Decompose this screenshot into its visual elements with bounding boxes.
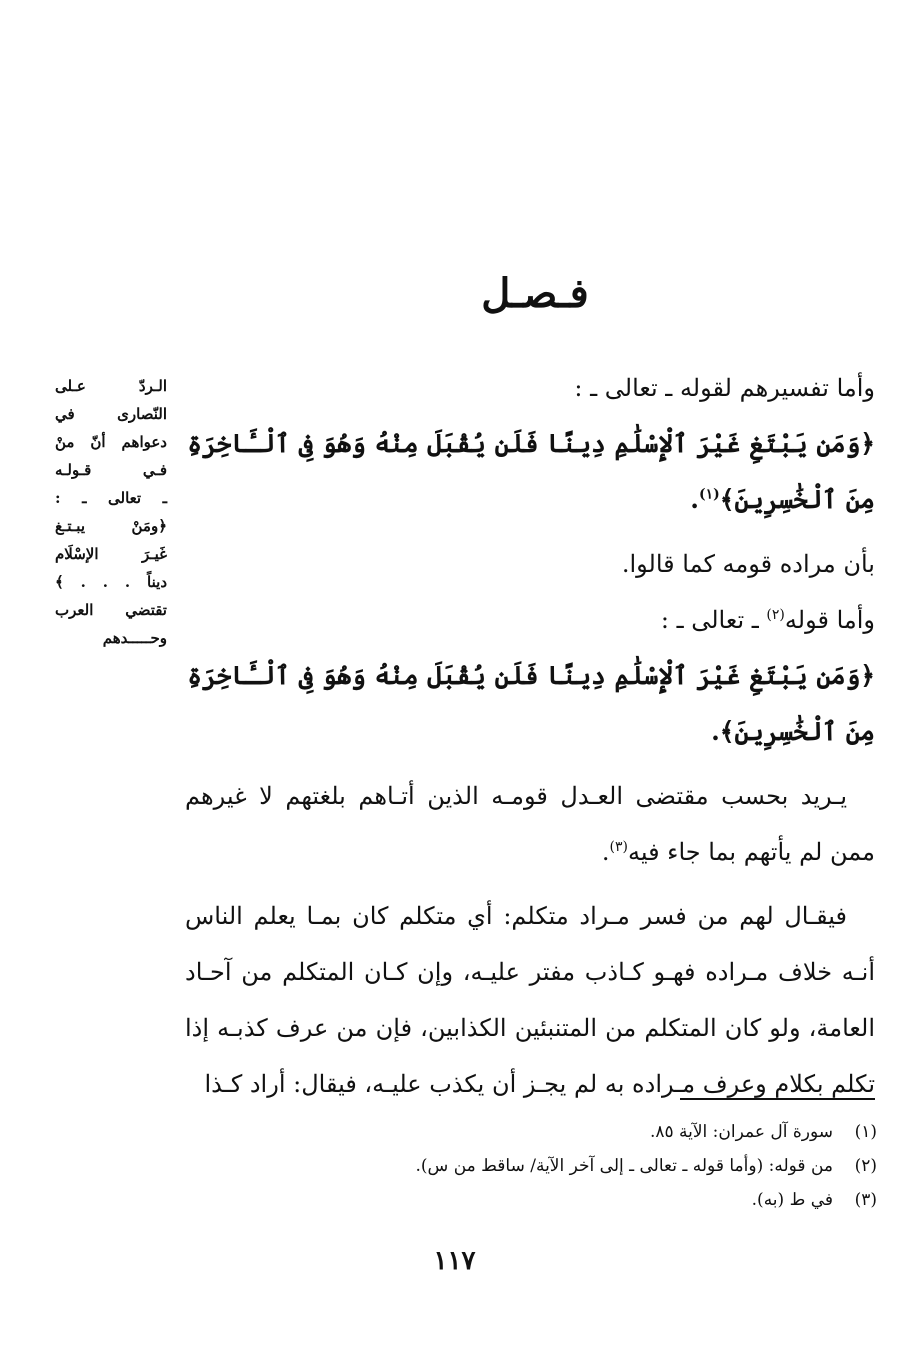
footnote — [185, 1149, 877, 1183]
footnote-ref: (٢) — [766, 607, 785, 623]
margin-note-line: فـي قـولـه — [55, 461, 167, 479]
margin-note-line: ﴿ومَنْ يبـتـغ — [55, 517, 167, 535]
margin-note — [55, 372, 167, 652]
margin-note-line: النّصارى في — [55, 405, 167, 423]
paragraph: فيقـال لهم من فسر مـراد متكلم: أي متكلم كان بمـا يعلم الناس أنـه خلاف مـراده فهـو كـاذب مفتر عليـه، وإن كـان المتكلم من آحـاد العامة، ولو كان المتكلم من المتنبئين الكذابين، فإن من عرف كذبـه إذا تكلم بكلام وعرف مـراده به لم يجـز أن يكذب عليـه، فيقال: أراد كـذا — [185, 902, 875, 1098]
paragraph-text: ـ تعالى ـ : — [660, 606, 767, 634]
paragraph-text: يـريد بحسب مقتضى العـدل قومـه الذين أتـاهم بلغتهم لا غيرهم ممن لم يأتهم بما جاء فيه — [185, 782, 875, 866]
footnote — [185, 1183, 877, 1217]
paragraph — [185, 592, 875, 648]
page-number: ١١٧ — [433, 1246, 476, 1276]
footnote-number: (٢) — [854, 1156, 877, 1176]
verse-text: ﴿وَمَن يَبْتَغِ غَيْرَ ٱلْإِسْلَٰمِ دِينًا فَلَن يُقْبَلَ مِنْهُ وَهُوَ فِى ٱلْـَٔاخِرَةِ مِنَ ٱلْخَٰسِرِينَ﴾ — [187, 429, 875, 514]
paragraph: بأن مراده قومه كما قالوا. — [621, 550, 875, 578]
footnote-ref: (٣) — [609, 839, 628, 855]
margin-note-line: ـ تعالى ـ : — [55, 489, 167, 507]
margin-note-line: دعواهم أنّ منْ — [55, 433, 167, 451]
paragraph: يـريد بحسب مقتضى العـدل قومـه الذين أتـاهم بلغتهم لا غيرهم ممن لم يأتهم بما جاء فيه$^{(٣)}$. — [185, 782, 875, 866]
footnote-text: في ط (به). — [751, 1190, 833, 1210]
footnote-text: سورة آل عمران: الآية ٨٥. — [649, 1122, 833, 1142]
quran-verse: ﴿وَمَن يَبْتَغِ غَيْرَ ٱلْإِسْلَٰمِ دِينًا فَلَن يُقْبَلَ مِنْهُ وَهُوَ فِى ٱلْـَٔاخِرَةِ مِنَ ٱلْخَٰسِرِينَ﴾$^{(١)}$. — [187, 429, 875, 514]
paragraph-text: وأما قوله — [784, 606, 875, 634]
footnote-text: من قوله: (وأما قوله ـ تعالى ـ إلى آخر الآية/ ساقط من س). — [415, 1156, 833, 1176]
footnote-ref: (١) — [699, 486, 720, 503]
section-heading: فـصـل — [481, 270, 589, 317]
margin-note-line: الـردّ عـلى — [55, 377, 167, 395]
footnote-number: (٣) — [854, 1190, 877, 1210]
margin-note-line: وحـــــدهم — [102, 629, 167, 647]
footnote-separator — [680, 1098, 875, 1100]
margin-note-line: غَيـرَ الإسْلَام — [55, 545, 167, 563]
footnote — [185, 1115, 877, 1149]
margin-note-line: ديناً . . . ﴾ — [55, 573, 167, 591]
footnotes — [185, 1115, 877, 1217]
verse-text: ﴿وَمَن يَبْتَغِ غَيْرَ ٱلْإِسْلَٰمِ دِينًا فَلَن يُقْبَلَ مِنْهُ وَهُوَ فِى ٱلْـَٔاخِرَةِ مِنَ ٱلْخَٰسِرِينَ﴾ — [187, 661, 875, 746]
margin-note-line: تقتضي العرب — [55, 601, 167, 619]
paragraph-intro: وأما تفسيرهم لقوله ـ تعالى ـ : — [574, 374, 875, 402]
quran-verse: ﴿وَمَن يَبْتَغِ غَيْرَ ٱلْإِسْلَٰمِ دِينًا فَلَن يُقْبَلَ مِنْهُ وَهُوَ فِى ٱلْـَٔاخِرَةِ مِنَ ٱلْخَٰسِرِينَ﴾. — [187, 661, 875, 746]
main-text — [185, 360, 875, 1112]
footnote-number: (١) — [854, 1122, 877, 1142]
